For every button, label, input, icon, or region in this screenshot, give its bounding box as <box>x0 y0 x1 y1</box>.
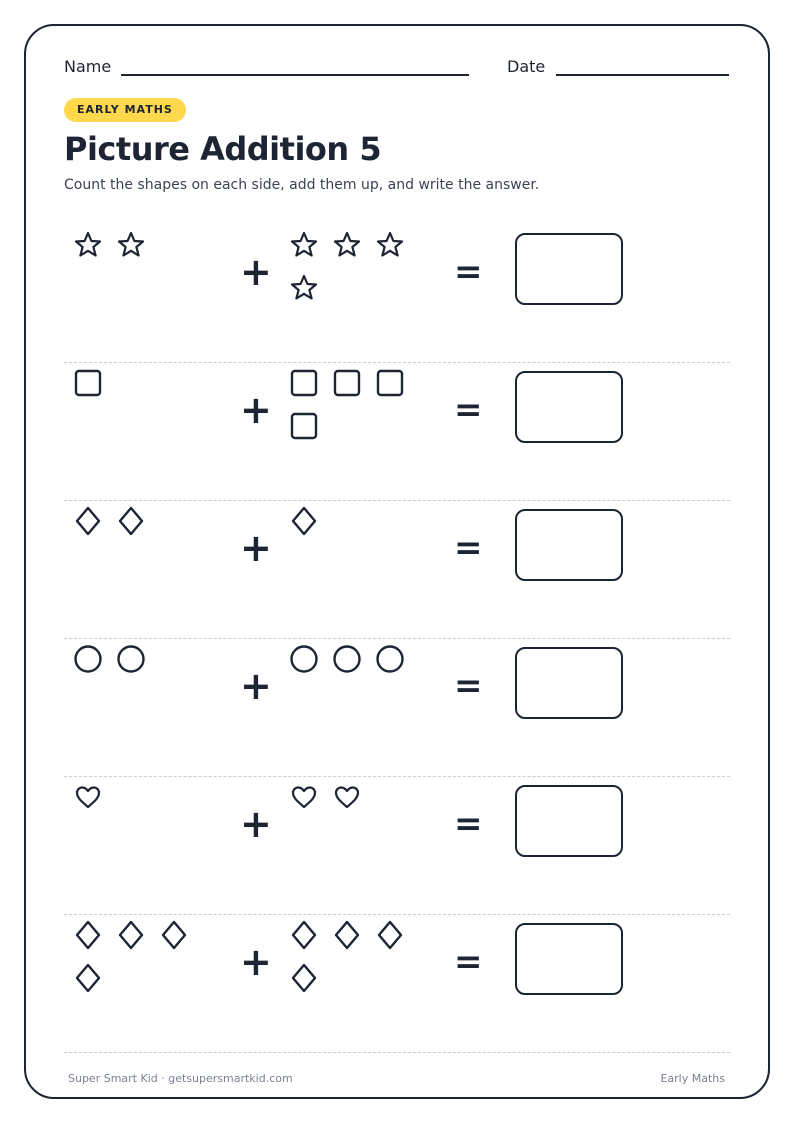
answer-box[interactable] <box>515 923 623 995</box>
square-icon <box>289 411 319 441</box>
heart-icon <box>332 782 362 812</box>
diamond-icon <box>375 920 405 950</box>
star-icon <box>116 230 146 260</box>
circle-icon <box>73 644 103 674</box>
equals-sign: = <box>454 528 483 568</box>
answer-box[interactable] <box>515 371 623 443</box>
equals-sign: = <box>454 390 483 430</box>
star-icon <box>73 230 103 260</box>
problem-row <box>64 363 730 501</box>
footer-site: Super Smart Kid · getsupersmartkid.com <box>68 1072 293 1085</box>
problem-row <box>64 501 730 639</box>
plus-sign: + <box>240 664 272 708</box>
heart-icon <box>73 782 103 812</box>
diamond-icon <box>73 920 103 950</box>
circle-icon <box>289 644 319 674</box>
circle-icon <box>375 644 405 674</box>
equals-sign: = <box>454 252 483 292</box>
problem-row <box>64 225 730 363</box>
diamond-icon <box>289 920 319 950</box>
equals-sign: = <box>454 942 483 982</box>
diamond-icon <box>289 506 319 536</box>
diamond-icon <box>116 920 146 950</box>
date-label: Date <box>507 57 546 76</box>
plus-sign: + <box>240 526 272 570</box>
star-icon <box>289 230 319 260</box>
plus-sign: + <box>240 802 272 846</box>
plus-sign: + <box>240 940 272 984</box>
heart-icon <box>289 782 319 812</box>
equals-sign: = <box>454 666 483 706</box>
answer-box[interactable] <box>515 509 623 581</box>
square-icon <box>289 368 319 398</box>
diamond-icon <box>159 920 189 950</box>
square-icon <box>375 368 405 398</box>
star-icon <box>332 230 362 260</box>
problem-row <box>64 915 730 1053</box>
page-title: Picture Addition 5 <box>64 130 382 168</box>
instructions: Count the shapes on each side, add them up, and write the answer. <box>64 177 540 193</box>
problem-row <box>64 639 730 777</box>
star-icon <box>289 273 319 303</box>
footer-subject: Early Maths <box>660 1072 725 1085</box>
category-badge: EARLY MATHS <box>64 98 186 122</box>
square-icon <box>73 368 103 398</box>
date-field[interactable] <box>556 74 729 76</box>
diamond-icon <box>73 963 103 993</box>
square-icon <box>332 368 362 398</box>
plus-sign: + <box>240 388 272 432</box>
circle-icon <box>332 644 362 674</box>
diamond-icon <box>73 506 103 536</box>
answer-box[interactable] <box>515 785 623 857</box>
diamond-icon <box>289 963 319 993</box>
problem-row <box>64 777 730 915</box>
name-field[interactable] <box>121 74 469 76</box>
plus-sign: + <box>240 250 272 294</box>
answer-box[interactable] <box>515 233 623 305</box>
name-label: Name <box>64 57 112 76</box>
star-icon <box>375 230 405 260</box>
diamond-icon <box>332 920 362 950</box>
equals-sign: = <box>454 804 483 844</box>
answer-box[interactable] <box>515 647 623 719</box>
row-divider <box>64 1052 730 1053</box>
circle-icon <box>116 644 146 674</box>
diamond-icon <box>116 506 146 536</box>
